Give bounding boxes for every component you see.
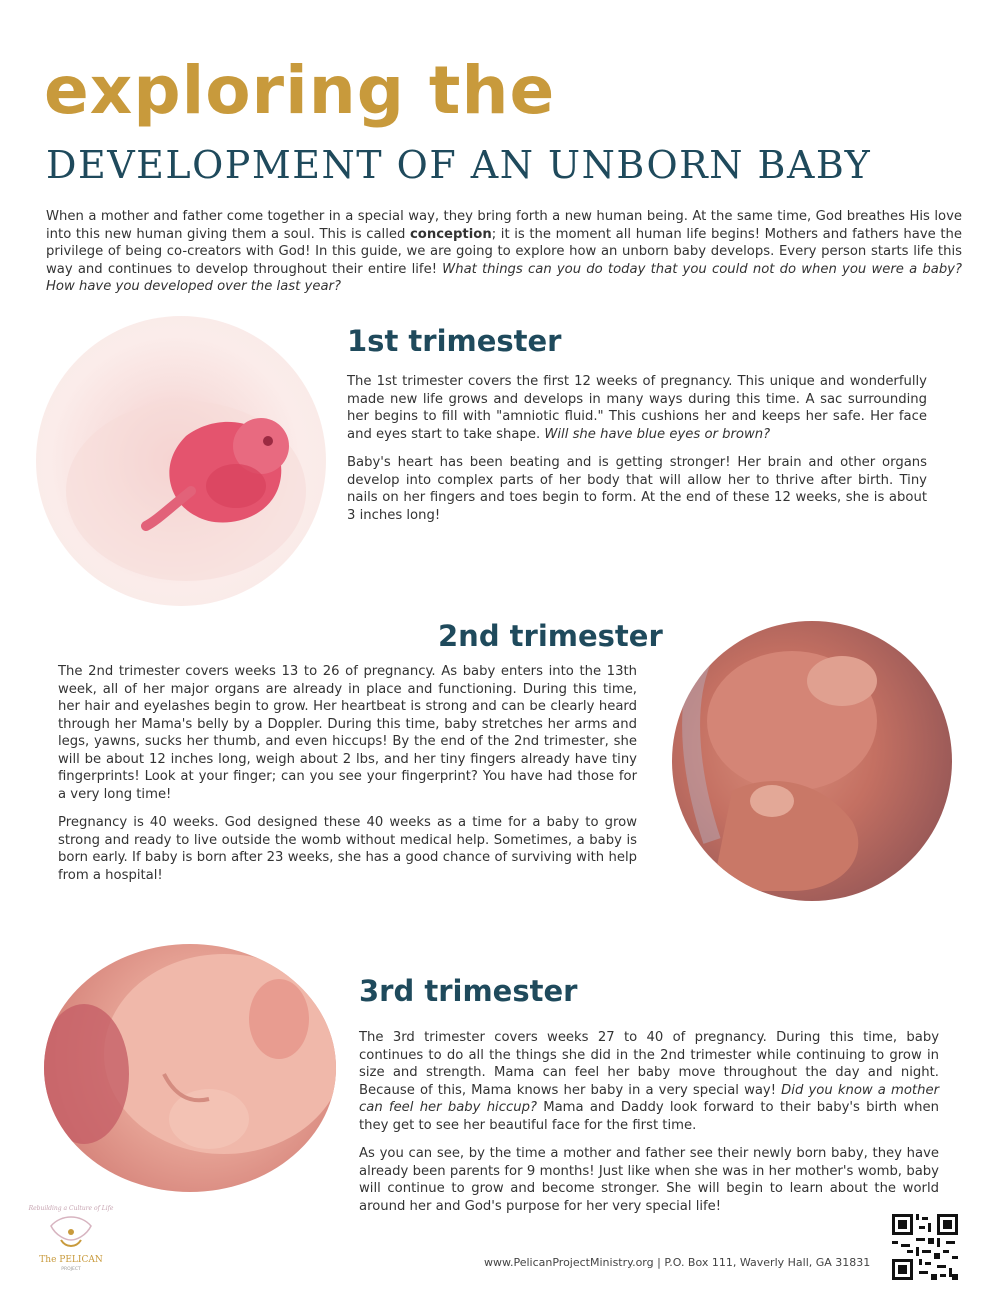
page-title-subtitle: DEVELOPMENT OF AN UNBORN BABY xyxy=(46,143,872,187)
qr-code-icon[interactable] xyxy=(892,1214,958,1280)
footer-contact: www.PelicanProjectMinistry.org | P.O. Box 111, Waverly Hall, GA 31831 xyxy=(484,1256,871,1269)
third-trimester-paragraph-2: As you can see, by the time a mother and father see their newly born baby, they have already been parents for 9 months! Just like when she was in her mother's womb, baby will continue to grow and become stronger. She will begin to learn about the world around her and God's purpose for her very special life! xyxy=(359,1146,939,1214)
intro-text-continued: ; it is the moment all human life begins! Mothers and fathers have the privilege of being co-creators with God! In this guide, we are going to explore how an unborn baby develops. Every person starts life this way and continues to develop throughout their entire life! xyxy=(46,226,962,277)
third-trimester-p1-question: Did you know a mother can feel her baby hiccup? xyxy=(359,1082,939,1115)
third-trimester-p1-after: Mama and Daddy look forward to their baby's birth when they get to see her beautiful face for the first time. xyxy=(359,1100,939,1133)
first-trimester-heading: 1st trimester xyxy=(347,324,562,358)
third-trimester-paragraph-1 xyxy=(359,1029,939,1134)
first-trimester-p1-text: The 1st trimester covers the first 12 weeks of pregnancy. This unique and wonderfully made new life grows and develops in many ways during this time. A sac surrounding her begins to fill with "amniotic fluid." This cushions her and keeps her safe. Her face and eyes start to take shape. xyxy=(347,374,927,442)
pelican-project-logo xyxy=(26,1196,116,1276)
second-trimester-fetus-image xyxy=(672,621,952,901)
intro-text: When a mother and father come together in a special way, they bring forth a new human being. At the same time, God breathes His love into this new human giving them a soul. This is called xyxy=(46,209,962,242)
second-trimester-paragraph-2: Pregnancy is 40 weeks. God designed these 40 weeks as a time for a baby to grow strong and ready to live outside the womb without medical help. Sometimes, a baby is born early. If baby is born after 23 weeks, she has a good chance of surviving with help from a hospital! xyxy=(58,815,637,883)
second-trimester-heading: 2nd trimester xyxy=(438,619,663,653)
first-trimester-text xyxy=(347,373,927,524)
intro-bold-term: conception xyxy=(409,226,492,242)
first-trimester-paragraph-1 xyxy=(347,373,927,443)
first-trimester-paragraph-2: Baby's heart has been beating and is getting stronger! Her brain and other organs develop into complex parts of her body that will allow her to thrive after birth. Tiny nails on her fingers and toes begin to form. At the end of these 12 weeks, she is about 3 inches long! xyxy=(347,455,927,523)
logo-sub: PROJECT xyxy=(61,1267,81,1272)
third-trimester-fetus-image xyxy=(44,944,336,1192)
first-trimester-embryo-image xyxy=(36,316,326,606)
first-trimester-p1-question: Will she have blue eyes or brown? xyxy=(544,426,771,442)
intro-paragraph xyxy=(46,208,962,296)
third-trimester-p1-text: The 3rd trimester covers weeks 27 to 40 of pregnancy. During this time, baby continues to do all the things she did in the 2nd trimester while continuing to grow in size and strength. Mama can feel her baby move throughout the day and night. Because of this, Mama knows her baby in a very special way! xyxy=(359,1030,939,1098)
second-trimester-text xyxy=(58,663,637,884)
third-trimester-text xyxy=(359,1029,939,1215)
second-trimester-paragraph-1: The 2nd trimester covers weeks 13 to 26 of pregnancy. As baby enters into the 13th week, all of her major organs are already in place and functioning. During this time, her hair and eyelashes begin to grow. Her heartbeat is strong and can be clearly heard through her Mama's belly by a Doppler. During this time, baby stretches her arms and legs, yawns, sucks her thumb, and even hiccups! By the end of the 2nd trimester, she will be about 12 inches long, weigh about 2 lbs, and her tiny fingers already have tiny fingerprints! Look at your finger; can you see your fingerprint? You have had those for a very long time! xyxy=(58,664,637,802)
intro-question: What things can you do today that you could not do when you were a baby? How have you developed over the last year? xyxy=(46,261,962,294)
logo-tagline: Rebuilding a Culture of Life xyxy=(28,1205,114,1212)
page-title-script: exploring the xyxy=(44,52,556,129)
third-trimester-heading: 3rd trimester xyxy=(359,974,578,1008)
logo-name: The PELICAN xyxy=(39,1255,103,1265)
